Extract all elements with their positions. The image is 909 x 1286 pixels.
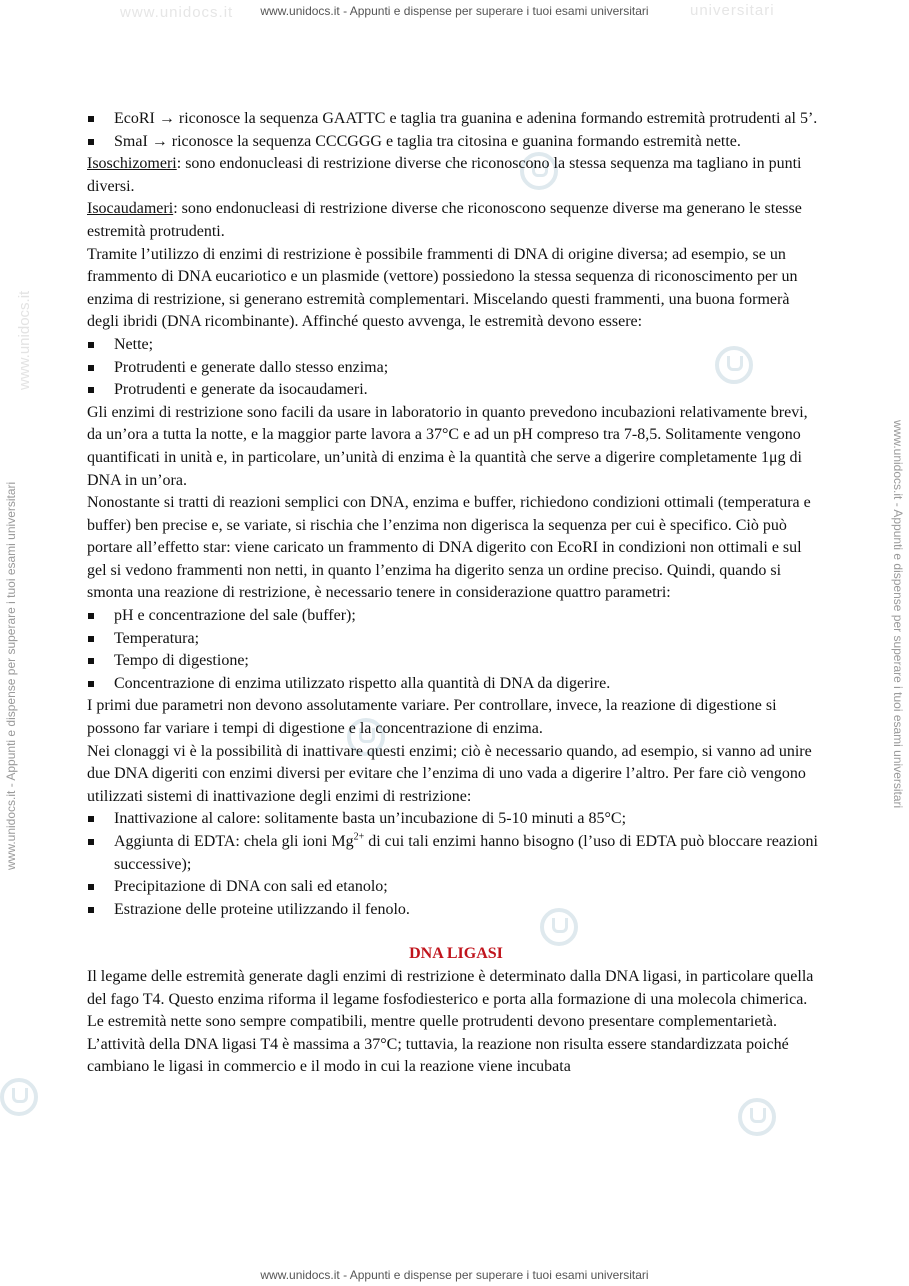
paragraph: Tramite l’utilizzo di enzimi di restrizione è possibile frammenti di DNA di origine diversa; ad esempio, se un frammento di DNA eucariotico e un plasmide (vettore) possiedono la stessa sequenza di riconoscimento per un enzima di restrizione, si generano estremità complementari. Miscelando questi frammenti, una buona formerà degli ibridi (DNA ricombinante). Affinché questo avvenga, le estremità devono essere: — [87, 245, 798, 331]
definition-isoschizomeri — [87, 153, 825, 198]
list-item: Protrudenti e generate dallo stesso enzima; — [87, 357, 825, 380]
section-heading: DNA LIGASI — [409, 945, 503, 963]
definition-text: : sono endonucleasi di restrizione diverse che riconoscono sequenze diverse ma generano le stesse estremità protrudenti. — [87, 200, 802, 240]
list-item: Inattivazione al calore: solitamente basta un’incubazione di 5-10 minuti a 85°C; — [87, 808, 825, 831]
bullet-ecori: EcoRI → riconosce la sequenza GAATTC e taglia tra guanina e adenina formando estremità protrudenti al 5’. — [87, 108, 825, 131]
watermark-ghost-right: universitari — [690, 2, 775, 19]
superscript: 2+ — [353, 831, 365, 843]
watermark-left: www.unidocs.it - Appunti e dispense per superare i tuoi esami universitari — [4, 481, 18, 870]
definition-text: : sono endonucleasi di restrizione diverse che riconoscono la stessa sequenza ma tagliano in punti diversi. — [87, 155, 802, 195]
list-item: Tempo di digestione; — [87, 650, 825, 673]
watermark-left-ghost: www.unidocs.it — [16, 290, 33, 390]
list-item-text: di cui tali enzimi hanno bisogno (l’uso di EDTA può bloccare reazioni successive); — [114, 833, 818, 873]
watermark-top: www.unidocs.it - Appunti e dispense per superare i tuoi esami universitari — [260, 4, 649, 18]
term-isoschizomeri: Isoschizomeri — [87, 155, 177, 173]
watermark-bottom: www.unidocs.it - Appunti e dispense per superare i tuoi esami universitari — [260, 1268, 649, 1282]
watermark-right: www.unidocs.it - Appunti e dispense per superare i tuoi esami universitari — [891, 420, 905, 809]
list-item: Protrudenti e generate da isocaudameri. — [87, 379, 825, 402]
paragraph: L’attività della DNA ligasi T4 è massima a 37°C; tuttavia, la reazione non risulta essere standardizzata poiché cambiano le ligasi in commercio e il modo in cui la reazione viene incubata — [87, 1035, 789, 1076]
paragraph: Nei clonaggi vi è la possibilità di inattivare questi enzimi; ciò è necessario quando, ad esempio, si vanno ad unire due DNA digeriti con enzimi diversi per evitare che l’enzima di uno vada a digerire l’altro. Per fare ciò vengono utilizzati sistemi di inattivazione degli enzimi di restrizione: — [87, 742, 812, 805]
paragraph: Nonostante si tratti di reazioni semplici con DNA, enzima e buffer, richiedono condizioni ottimali (temperatura e buffer) ben precise e, se variate, si rischia che l’enzima non digerisca la sequenza per cui è specifico. Ciò può portare all’effetto star: viene caricato un frammento di DNA digerito con EcoRI in condizioni non ottimali e sul gel si vedono frammenti non netti, in quanto l’enzima ha digerito senza un ordine preciso. Quindi, quando si smonta una reazione di restrizione, è necessario tenere in considerazione quattro parametri: — [87, 494, 811, 602]
watermark-logo-icon — [0, 1078, 38, 1116]
list-item: pH e concentrazione del sale (buffer); — [87, 605, 825, 628]
list-item: Temperatura; — [87, 628, 825, 651]
paragraph: I primi due parametri non devono assolutamente variare. Per controllare, invece, la reazione di digestione si possono far variare i tempi di digestione e la concentrazione di enzima. — [87, 697, 777, 738]
list-item-text: Aggiunta di EDTA: chela gli ioni Mg — [114, 833, 354, 850]
watermark-ghost-left: www.unidocs.it — [120, 4, 234, 21]
watermark-logo-icon — [738, 1098, 776, 1136]
list-item — [87, 831, 825, 876]
document-body — [87, 108, 825, 1079]
definition-isocaudameri — [87, 198, 825, 243]
paragraph: Il legame delle estremità generate dagli enzimi di restrizione è determinato dalla DNA ligasi, in particolare quella del fago T4. Questo enzima riforma il legame fosfodiesterico e porta alla formazione di una molecola chimerica. Le estremità nette sono sempre compatibili, mentre quelle protrudenti devono presentare complementarietà. — [87, 967, 814, 1031]
paragraph: Gli enzimi di restrizione sono facili da usare in laboratorio in quanto prevedono incubazioni relativamente brevi, da un’ora a tutta la notte, e la maggior parte lavora a 37°C e ad un pH compreso tra 7-8,5. Solitamente vengono quantificati in unità e, in particolare, un’unità di enzima è la quantità che serve a digerire completamente 1μg di DNA in un’ora. — [87, 403, 808, 489]
term-isocaudameri: Isocaudameri — [87, 200, 174, 218]
list-item: Precipitazione di DNA con sali ed etanolo; — [87, 876, 825, 899]
bullet-smai: SmaI → riconosce la sequenza CCCGGG e taglia tra citosina e guanina formando estremità nette. — [87, 131, 825, 154]
list-item: Nette; — [87, 334, 825, 357]
list-item: Concentrazione di enzima utilizzato rispetto alla quantità di DNA da digerire. — [87, 673, 825, 696]
list-item: Estrazione delle proteine utilizzando il fenolo. — [87, 899, 825, 922]
